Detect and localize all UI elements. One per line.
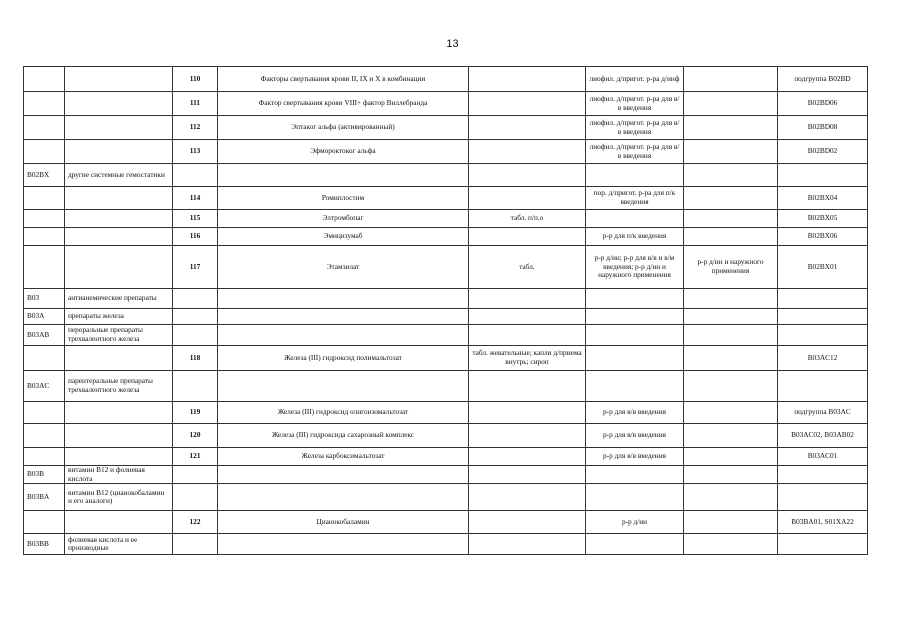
atc-reference-cell xyxy=(778,371,868,402)
drug-name-cell: Железа карбоксимальтозат xyxy=(218,448,469,466)
oral-form-cell xyxy=(469,448,586,466)
injection-form-cell: лиофил. д/пригот. р-ра для в/в введения xyxy=(586,92,684,116)
table-row xyxy=(24,371,868,402)
drug-name-cell xyxy=(218,325,469,346)
other-form-cell xyxy=(684,424,778,448)
item-number-cell xyxy=(173,289,218,309)
atc-code-cell: B03 xyxy=(24,289,65,309)
atc-reference-cell: B02BD08 xyxy=(778,116,868,140)
atc-reference-cell: B02BX05 xyxy=(778,210,868,228)
injection-form-cell: пор. д/пригот. р-ра для п/к введения xyxy=(586,187,684,210)
atc-code-cell: B02BX xyxy=(24,164,65,187)
atc-code-cell xyxy=(24,448,65,466)
atc-code-cell xyxy=(24,228,65,246)
table-row xyxy=(24,187,868,210)
atc-code-cell xyxy=(24,67,65,92)
drug-name-cell xyxy=(218,466,469,484)
item-number-cell: 117 xyxy=(173,246,218,289)
atc-code-cell: B03B xyxy=(24,466,65,484)
atc-reference-cell: B03AC01 xyxy=(778,448,868,466)
injection-form-cell xyxy=(586,484,684,511)
table-row xyxy=(24,210,868,228)
injection-form-cell xyxy=(586,164,684,187)
other-form-cell xyxy=(684,164,778,187)
item-number-cell: 119 xyxy=(173,402,218,424)
group-name-cell: витамин B12 и фолиевая кислота xyxy=(65,466,173,484)
atc-reference-cell xyxy=(778,484,868,511)
table-row xyxy=(24,164,868,187)
oral-form-cell xyxy=(469,534,586,555)
group-name-cell xyxy=(65,210,173,228)
drug-name-cell: Фактор свертывания крови VIII+ фактор Виллебранда xyxy=(218,92,469,116)
atc-code-cell xyxy=(24,246,65,289)
drug-name-cell: Железа (III) гидроксид олигоизомальтозат xyxy=(218,402,469,424)
other-form-cell xyxy=(684,140,778,164)
table-body xyxy=(24,67,868,555)
table-row xyxy=(24,484,868,511)
oral-form-cell xyxy=(469,325,586,346)
item-number-cell xyxy=(173,466,218,484)
item-number-cell xyxy=(173,164,218,187)
drug-name-cell: Эптаког альфа (активированный) xyxy=(218,116,469,140)
other-form-cell xyxy=(684,448,778,466)
drug-name-cell: Этамзилат xyxy=(218,246,469,289)
item-number-cell: 122 xyxy=(173,511,218,534)
item-number-cell xyxy=(173,371,218,402)
drug-name-cell: Эфмороктоког альфа xyxy=(218,140,469,164)
injection-form-cell xyxy=(586,325,684,346)
oral-form-cell xyxy=(469,116,586,140)
injection-form-cell xyxy=(586,289,684,309)
atc-code-cell xyxy=(24,187,65,210)
table-row xyxy=(24,228,868,246)
oral-form-cell: табл. xyxy=(469,246,586,289)
injection-form-cell: р-р для в/в введения xyxy=(586,448,684,466)
item-number-cell xyxy=(173,534,218,555)
item-number-cell xyxy=(173,309,218,325)
group-name-cell xyxy=(65,92,173,116)
table-row xyxy=(24,466,868,484)
group-name-cell: препараты железа xyxy=(65,309,173,325)
drug-name-cell xyxy=(218,309,469,325)
group-name-cell: фолиевая кислота и ее производные xyxy=(65,534,173,555)
other-form-cell xyxy=(684,511,778,534)
injection-form-cell xyxy=(586,210,684,228)
atc-code-cell xyxy=(24,346,65,371)
table-row xyxy=(24,325,868,346)
atc-code-cell: B03BB xyxy=(24,534,65,555)
injection-form-cell: р-р для п/к введения xyxy=(586,228,684,246)
drug-name-cell: Факторы свертывания крови II, IX и X в комбинации xyxy=(218,67,469,92)
atc-reference-cell xyxy=(778,534,868,555)
item-number-cell: 120 xyxy=(173,424,218,448)
table-row xyxy=(24,402,868,424)
injection-form-cell xyxy=(586,309,684,325)
other-form-cell xyxy=(684,67,778,92)
item-number-cell: 111 xyxy=(173,92,218,116)
table-row xyxy=(24,424,868,448)
drug-name-cell: Цианокобаламин xyxy=(218,511,469,534)
atc-reference-cell: B02BX01 xyxy=(778,246,868,289)
group-name-cell: антианемические препараты xyxy=(65,289,173,309)
item-number-cell: 114 xyxy=(173,187,218,210)
atc-reference-cell xyxy=(778,466,868,484)
drug-name-cell xyxy=(218,164,469,187)
atc-code-cell: B03AB xyxy=(24,325,65,346)
group-name-cell xyxy=(65,67,173,92)
other-form-cell xyxy=(684,371,778,402)
group-name-cell xyxy=(65,246,173,289)
atc-code-cell: B03AC xyxy=(24,371,65,402)
atc-reference-cell: подгруппа B02BD xyxy=(778,67,868,92)
oral-form-cell: табл. п/п.о xyxy=(469,210,586,228)
drug-name-cell xyxy=(218,289,469,309)
other-form-cell xyxy=(684,466,778,484)
injection-form-cell: лиофил. д/пригот. р-ра для в/в введения xyxy=(586,116,684,140)
table-row xyxy=(24,346,868,371)
other-form-cell: р-р д/ин и наружного применения xyxy=(684,246,778,289)
other-form-cell xyxy=(684,92,778,116)
atc-code-cell xyxy=(24,424,65,448)
table-row xyxy=(24,289,868,309)
oral-form-cell xyxy=(469,484,586,511)
item-number-cell: 115 xyxy=(173,210,218,228)
page-number: 13 xyxy=(446,38,459,50)
atc-reference-cell: B02BD02 xyxy=(778,140,868,164)
other-form-cell xyxy=(684,116,778,140)
other-form-cell xyxy=(684,346,778,371)
other-form-cell xyxy=(684,228,778,246)
atc-reference-cell xyxy=(778,164,868,187)
table-row xyxy=(24,140,868,164)
atc-code-cell xyxy=(24,140,65,164)
injection-form-cell xyxy=(586,371,684,402)
group-name-cell: пероральные препараты трехвалентного железа xyxy=(65,325,173,346)
oral-form-cell xyxy=(469,309,586,325)
atc-reference-cell xyxy=(778,289,868,309)
drug-name-cell xyxy=(218,371,469,402)
oral-form-cell xyxy=(469,140,586,164)
group-name-cell xyxy=(65,448,173,466)
atc-reference-cell: B03BA01, S01XA22 xyxy=(778,511,868,534)
oral-form-cell xyxy=(469,402,586,424)
other-form-cell xyxy=(684,309,778,325)
other-form-cell xyxy=(684,402,778,424)
oral-form-cell xyxy=(469,228,586,246)
injection-form-cell xyxy=(586,346,684,371)
atc-code-cell xyxy=(24,210,65,228)
injection-form-cell: р-р для в/в введения xyxy=(586,424,684,448)
injection-form-cell xyxy=(586,534,684,555)
group-name-cell xyxy=(65,140,173,164)
oral-form-cell xyxy=(469,67,586,92)
drug-name-cell: Железа (III) гидроксид полимальтозат xyxy=(218,346,469,371)
injection-form-cell: лиофил. д/пригот. р-ра для в/в введения xyxy=(586,140,684,164)
injection-form-cell: р-р для в/в введения xyxy=(586,402,684,424)
atc-reference-cell xyxy=(778,325,868,346)
group-name-cell: витамин B12 (цианокобаламин и его аналоги) xyxy=(65,484,173,511)
injection-form-cell xyxy=(586,466,684,484)
oral-form-cell xyxy=(469,466,586,484)
injection-form-cell: р-р д/ин xyxy=(586,511,684,534)
atc-reference-cell: подгруппа B03AC xyxy=(778,402,868,424)
group-name-cell xyxy=(65,511,173,534)
other-form-cell xyxy=(684,534,778,555)
other-form-cell xyxy=(684,210,778,228)
item-number-cell: 121 xyxy=(173,448,218,466)
atc-code-cell xyxy=(24,92,65,116)
group-name-cell xyxy=(65,424,173,448)
group-name-cell xyxy=(65,402,173,424)
group-name-cell: парентеральные препараты трехвалентного железа xyxy=(65,371,173,402)
atc-reference-cell: B02BX04 xyxy=(778,187,868,210)
atc-code-cell: B03A xyxy=(24,309,65,325)
atc-code-cell: B03BA xyxy=(24,484,65,511)
injection-form-cell: р-р д/ин; р-р для в/в и в/м введения; р-р д/ин и наружного применения xyxy=(586,246,684,289)
oral-form-cell xyxy=(469,164,586,187)
table-row xyxy=(24,534,868,555)
group-name-cell xyxy=(65,187,173,210)
item-number-cell xyxy=(173,484,218,511)
oral-form-cell xyxy=(469,371,586,402)
drug-name-cell: Железа (III) гидроксида сахарозный комплекс xyxy=(218,424,469,448)
atc-reference-cell: B03AC02, B03AB02 xyxy=(778,424,868,448)
item-number-cell xyxy=(173,325,218,346)
oral-form-cell xyxy=(469,289,586,309)
table-row xyxy=(24,116,868,140)
item-number-cell: 118 xyxy=(173,346,218,371)
drug-name-cell xyxy=(218,534,469,555)
drug-name-cell: Эмицизумаб xyxy=(218,228,469,246)
table-row xyxy=(24,448,868,466)
injection-form-cell: лиофил. д/пригот. р-ра д/инф xyxy=(586,67,684,92)
atc-code-cell xyxy=(24,116,65,140)
atc-reference-cell: B02BX06 xyxy=(778,228,868,246)
atc-reference-cell: B02BD06 xyxy=(778,92,868,116)
atc-reference-cell: B03AC12 xyxy=(778,346,868,371)
table-row xyxy=(24,511,868,534)
group-name-cell: другие системные гемостатики xyxy=(65,164,173,187)
table-row xyxy=(24,309,868,325)
table-row xyxy=(24,92,868,116)
atc-code-cell xyxy=(24,402,65,424)
item-number-cell: 110 xyxy=(173,67,218,92)
other-form-cell xyxy=(684,289,778,309)
oral-form-cell xyxy=(469,424,586,448)
other-form-cell xyxy=(684,484,778,511)
oral-form-cell xyxy=(469,187,586,210)
drug-name-cell: Элтромбопаг xyxy=(218,210,469,228)
oral-form-cell: табл. жевательные; капли д/приема внутрь; сироп xyxy=(469,346,586,371)
item-number-cell: 113 xyxy=(173,140,218,164)
other-form-cell xyxy=(684,187,778,210)
oral-form-cell xyxy=(469,92,586,116)
atc-code-cell xyxy=(24,511,65,534)
table-row xyxy=(24,67,868,92)
item-number-cell: 112 xyxy=(173,116,218,140)
table-row xyxy=(24,246,868,289)
drug-name-cell xyxy=(218,484,469,511)
other-form-cell xyxy=(684,325,778,346)
atc-reference-cell xyxy=(778,309,868,325)
group-name-cell xyxy=(65,228,173,246)
drug-name-cell: Ромиплостим xyxy=(218,187,469,210)
oral-form-cell xyxy=(469,511,586,534)
group-name-cell xyxy=(65,346,173,371)
item-number-cell: 116 xyxy=(173,228,218,246)
drug-table xyxy=(23,66,868,555)
group-name-cell xyxy=(65,116,173,140)
